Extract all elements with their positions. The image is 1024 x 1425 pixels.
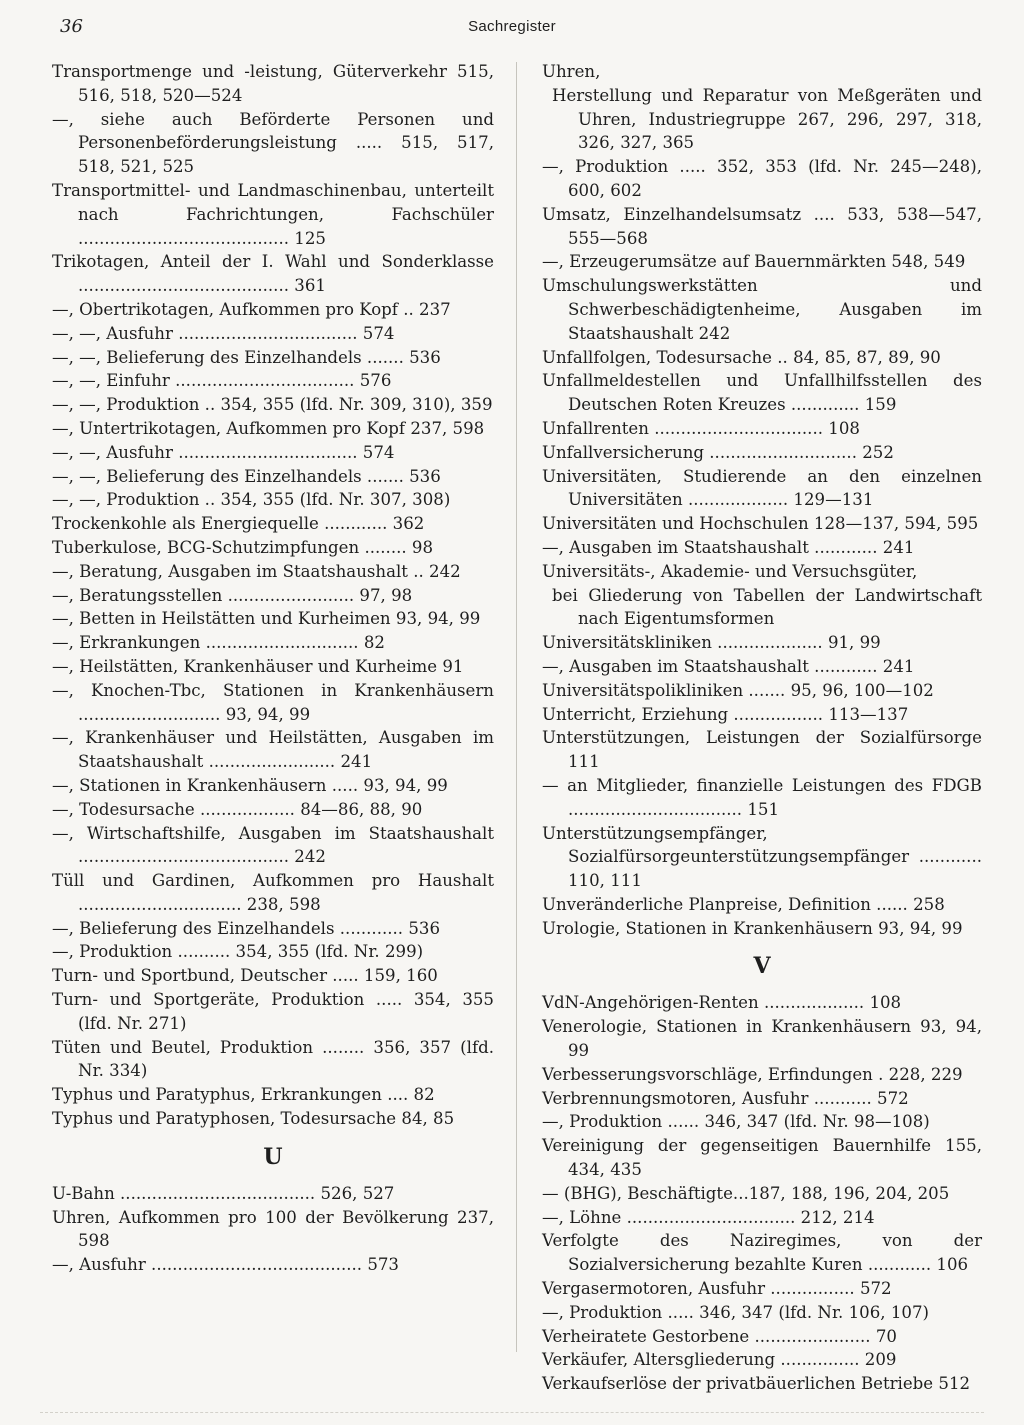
index-entry: Tuberkulose, BCG-Schutzimpfungen ........ 98 [52,537,434,557]
index-entry: Turn- und Sportbund, Deutscher ..... 159, 160 [52,966,438,986]
index-entry: —, Todesursache .................. 84—86, 88, 90 [52,799,423,819]
index-entry: Vergasermotoren, Ausfuhr ................ 572 [542,1279,892,1299]
index-entry: Unfallfolgen, Todesursache .. 84, 85, 87, 89, 90 [542,347,941,367]
index-entry: —, Produktion ..... 352, 353 (lfd. Nr. 245—248), 600, 602 [542,157,982,200]
index-entry: —, Erkrankungen ............................. 82 [52,633,385,653]
index-entry: Typhus und Paratyphus, Erkrankungen .... 82 [52,1085,435,1105]
index-entry: Trikotagen, Anteil der I. Wahl und Sonderklasse ........................................ 361 [52,252,494,296]
index-entry: Tüll und Gardinen, Aufkommen pro Haushalt ............................... 238, 598 [52,871,494,914]
index-entry: —, —, Ausfuhr .................................. 574 [52,323,395,343]
index-entry: —, Produktion ...... 346, 347 (lfd. Nr. 98—108) [542,1112,930,1132]
index-entry: Urologie, Stationen in Krankenhäusern 93, 94, 99 [542,918,963,938]
index-entry: Unveränderliche Planpreise, Definition ...... 258 [542,894,945,914]
running-head: Sachregister [468,18,556,35]
index-entry: Universitätspolikliniken ....... 95, 96, 100—102 [542,680,934,700]
index-entry: Verheiratete Gestorbene ...................... 70 [542,1326,897,1346]
index-entry: —, —, Belieferung des Einzelhandels ....... 536 [52,466,441,486]
index-entry: Vereinigung der gegenseitigen Bauernhilfe 155, 434, 435 [542,1136,982,1180]
index-entry: —, Ausgaben im Staatshaushalt ............ 241 [542,537,915,557]
index-entry: Universitäts-, Akademie- und Versuchsgüter, [542,561,918,581]
index-entry: Uhren, Aufkommen pro 100 der Bevölkerung 237, 598 [52,1207,494,1251]
index-entry: Trockenkohle als Energiequelle ............ 362 [52,514,425,534]
index-entry: Unterstützungen, Leistungen der Sozialfürsorge 111 [542,728,982,772]
index-column-right [542,60,982,1396]
index-entry: —, Produktion .......... 354, 355 (lfd. Nr. 299) [52,942,424,962]
index-entry: —, —, Ausfuhr .................................. 574 [52,442,395,462]
page-number: 36 [60,16,83,37]
index-entry: Unfallrenten ................................ 108 [542,418,860,438]
index-entry: U-Bahn ..................................... 526, 527 [52,1183,395,1203]
index-entry: Unfallversicherung ............................ 252 [542,442,894,462]
index-entry: Transportmittel- und Landmaschinenbau, unterteilt nach Fachrichtungen, Fachschüler ........................................ 125 [52,180,494,248]
index-entry: —, Ausgaben im Staatshaushalt ............ 241 [542,656,915,676]
index-entry: —, Löhne ................................ 212, 214 [542,1207,875,1227]
index-entry: Transportmenge und -leistung, Güterverkehr 515, 516, 518, 520—524 [52,62,494,105]
index-entry: —, Obertrikotagen, Aufkommen pro Kopf .. 237 [52,299,451,319]
index-entry: —, Beratungsstellen ........................ 97, 98 [52,585,413,605]
index-entry: —, Ausfuhr ........................................ 573 [52,1255,399,1275]
index-entry: —, —, Produktion .. 354, 355 (lfd. Nr. 309, 310), 359 [52,395,493,415]
index-entry: Universitäten, Studierende an den einzelnen Universitäten ................... 129—131 [542,466,982,510]
index-entry: — (BHG), Beschäftigte...187, 188, 196, 204, 205 [542,1183,950,1203]
index-entry: — an Mitglieder, finanzielle Leistungen des FDGB ................................. 151 [542,775,982,819]
index-entry: —, Heilstätten, Krankenhäuser und Kurheime 91 [52,656,464,676]
index-entry: —, Beratung, Ausgaben im Staatshaushalt .. 242 [52,561,461,581]
index-entry: Unfallmeldestellen und Unfallhilfsstellen des Deutschen Roten Kreuzes ............. 159 [542,371,982,415]
column-divider [516,62,517,1352]
index-entry: Umschulungswerkstätten und Schwerbeschädigtenheime, Ausgaben im Staatshaushalt 242 [542,276,982,343]
index-entry: —, Wirtschaftshilfe, Ausgaben im Staatshaushalt ........................................ 242 [52,823,494,867]
index-entry: —, Stationen in Krankenhäusern ..... 93, 94, 99 [52,775,448,795]
index-entry: Uhren, [542,62,601,81]
index-entry: Universitätskliniken .................... 91, 99 [542,633,881,653]
index-column-left [52,60,494,1277]
index-entry: —, —, Belieferung des Einzelhandels ....... 536 [52,347,441,367]
index-entry: Verkäufer, Altersgliederung ............... 209 [542,1350,897,1370]
index-entry: Unterstützungsempfänger, Sozialfürsorgeunterstützungsempfänger ............ 110, 111 [542,823,982,891]
index-entry: Verfolgte des Naziregimes, von der Sozialversicherung bezahlte Kuren ............ 106 [542,1231,982,1275]
index-entry: Venerologie, Stationen in Krankenhäusern 93, 94, 99 [542,1017,982,1061]
index-entry: —, Krankenhäuser und Heilstätten, Ausgaben im Staatshaushalt ........................ 241 [52,728,494,772]
index-entry: —, —, Produktion .. 354, 355 (lfd. Nr. 307, 308) [52,490,451,510]
index-entry: Verbrennungsmotoren, Ausfuhr ........... 572 [542,1088,909,1108]
index-entry: Tüten und Beutel, Produktion ........ 356, 357 (lfd. Nr. 334) [52,1037,494,1081]
section-letter: V [753,953,771,980]
index-entry: Universitäten und Hochschulen 128—137, 594, 595 [542,514,979,534]
index-entry: Typhus und Paratyphosen, Todesursache 84, 85 [52,1109,455,1129]
index-entry: Verbesserungsvorschläge, Erfindungen . 228, 229 [542,1064,963,1084]
index-entry: VdN-Angehörigen-Renten ................... 108 [542,993,902,1013]
index-entry: —, Betten in Heilstätten und Kurheimen 93, 94, 99 [52,609,481,629]
index-entry: —, —, Einfuhr .................................. 576 [52,371,392,391]
index-entry: —, siehe auch Beförderte Personen und Personenbeförderungsleistung ..... 515, 517, 518, 521, 525 [52,109,494,177]
index-entry: Unterricht, Erziehung ................. 113—137 [542,704,909,724]
index-entry: Umsatz, Einzelhandelsumsatz .... 533, 538—547, 555—568 [542,204,982,248]
index-entry: —, Knochen-Tbc, Stationen in Krankenhäusern ........................... 93, 94, 99 [52,680,494,724]
index-entry: —, Belieferung des Einzelhandels ............ 536 [52,918,441,938]
index-subentry: Herstellung und Reparatur von Meßgeräten und Uhren, Industriegruppe 267, 296, 297, 318, 326, 327, 365 [552,85,982,153]
page-bottom-rule [40,1412,984,1413]
index-entry: Turn- und Sportgeräte, Produktion ..... 354, 355 (lfd. Nr. 271) [52,990,494,1033]
index-subentry: bei Gliederung von Tabellen der Landwirtschaft nach Eigentumsformen [552,585,982,629]
index-entry: —, Produktion ..... 346, 347 (lfd. Nr. 106, 107) [542,1302,929,1322]
section-letter: U [263,1143,283,1170]
index-entry: Verkaufserlöse der privatbäuerlichen Betriebe 512 [542,1374,971,1394]
index-entry: —, Untertrikotagen, Aufkommen pro Kopf 237, 598 [52,418,485,438]
index-entry: —, Erzeugerumsätze auf Bauernmärkten 548, 549 [542,252,966,272]
